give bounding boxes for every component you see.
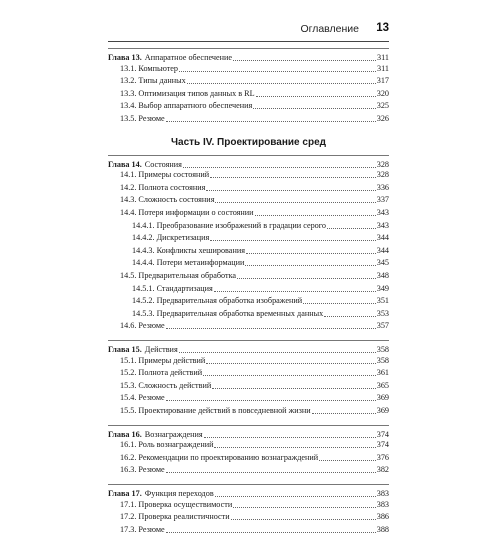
- dot-leader: [303, 303, 376, 304]
- entry-title: 14.4.3. Конфликты хеширования: [132, 245, 245, 255]
- toc-entry-row: [108, 181, 389, 193]
- toc-entry-row: [108, 231, 389, 243]
- entry-page-number: 337: [376, 195, 389, 205]
- running-head-section: Оглавление: [300, 23, 359, 35]
- chapter-title: Действия: [144, 345, 178, 354]
- toc-entry-row: [108, 307, 389, 319]
- entry-page-number: 344: [376, 233, 389, 243]
- entry-page-number: 349: [376, 283, 389, 293]
- dot-leader: [255, 215, 376, 216]
- toc-entry-row: [108, 391, 389, 403]
- entry-title: 14.5.3. Предварительная обработка временных данных: [132, 308, 324, 318]
- entry-title: 15.2. Полнота действий: [120, 368, 203, 378]
- dot-leader: [166, 400, 376, 401]
- entry-title: 16.2. Рекомендации по проектированию вознаграждений: [120, 452, 319, 462]
- dot-leader: [215, 202, 375, 203]
- entry-title: 15.3. Сложность действий: [120, 380, 212, 390]
- entry-page-number: 369: [376, 406, 389, 415]
- entry-page-number: 311: [377, 63, 389, 73]
- entry-page-number: 348: [376, 271, 389, 280]
- dot-leader: [237, 278, 376, 279]
- entry-title: 13.5. Резюме: [120, 114, 165, 123]
- toc-entry-row: [108, 498, 389, 510]
- header-rule: [108, 41, 389, 42]
- dot-leader: [233, 507, 376, 508]
- entry-page-number: 344: [376, 245, 389, 255]
- entry-page-number: 358: [376, 355, 389, 365]
- entry-title: 14.4.1. Преобразование изображений в градации серого: [132, 220, 327, 230]
- entry-page-number: 376: [376, 452, 389, 462]
- entry-title: 16.3. Резюме: [120, 465, 165, 475]
- entry-page-number: 374: [376, 440, 389, 450]
- toc-entry-row: [108, 463, 389, 475]
- chapter-title: Состояния: [144, 159, 182, 169]
- dot-leader: [210, 177, 376, 178]
- entry-page-number: 357: [376, 321, 389, 331]
- entry-title: 17.2. Проверка реалистичности: [120, 512, 230, 522]
- entry-page-number: 358: [376, 345, 389, 354]
- dot-leader: [210, 240, 375, 241]
- entry-title: 13.4. Выбор аппаратного обеспечения: [120, 101, 253, 111]
- entry-page-number: 343: [376, 220, 389, 230]
- entry-title: 15.1. Примеры действий: [120, 355, 206, 365]
- dot-leader: [245, 265, 375, 266]
- dot-leader: [203, 375, 376, 376]
- entry-title: 13.1. Компьютер: [120, 63, 179, 73]
- part-heading: Часть IV. Проектирование сред: [171, 136, 326, 148]
- toc-entry-row: [108, 193, 389, 205]
- toc-entry-row: [108, 354, 389, 366]
- toc-entry-row: [108, 366, 389, 378]
- dot-leader: [166, 532, 376, 533]
- toc-entry-row: [108, 74, 389, 86]
- entry-title: 16.1. Роль вознаграждений: [120, 440, 214, 450]
- entry-page-number: 369: [376, 393, 389, 403]
- entry-page-number: 386: [376, 512, 389, 522]
- dot-leader: [166, 472, 376, 473]
- entry-title: 14.6. Резюме: [120, 321, 165, 331]
- toc-entry-row: [108, 206, 389, 218]
- entry-title: 15.5. Проектирование действий в повседневной жизни: [120, 406, 311, 415]
- toc-entry-row: [108, 523, 389, 535]
- entry-title: 14.4.4. Потери метаинформации: [132, 258, 245, 268]
- toc-entry-row: [108, 87, 389, 99]
- dot-leader: [166, 328, 376, 329]
- entry-title: 17.3. Резюме: [120, 524, 165, 534]
- entry-page-number: 325: [376, 101, 389, 111]
- chapter-label: Глава 16.: [108, 429, 142, 439]
- toc-entry-row: [108, 451, 389, 463]
- entry-title: 13.3. Оптимизация типов данных в RL: [120, 88, 255, 98]
- dot-leader: [206, 363, 375, 364]
- toc-entry-row: [108, 294, 389, 306]
- toc-entry-row: [108, 404, 389, 416]
- toc-entry-row: [108, 438, 389, 450]
- entry-title: 15.4. Резюме: [120, 393, 165, 403]
- entry-page-number: 345: [376, 258, 389, 268]
- entry-title: 13.2. Типы данных: [120, 76, 186, 86]
- chapter-label: Глава 14.: [108, 159, 142, 169]
- chapter-label: Глава 17.: [108, 489, 142, 498]
- entry-page-number: 361: [376, 368, 389, 378]
- toc-entry-row: [108, 244, 389, 256]
- entry-page-number: 343: [376, 208, 389, 217]
- dot-leader: [214, 447, 375, 448]
- toc-entry-row: [108, 62, 389, 74]
- dot-leader: [166, 121, 376, 122]
- entry-page-number: 351: [376, 296, 389, 306]
- entry-title: 14.5. Предварительная обработка: [120, 271, 237, 280]
- dot-leader: [319, 460, 376, 461]
- entry-page-number: 383: [376, 489, 389, 498]
- dot-leader: [179, 71, 376, 72]
- toc-entry-row: [108, 99, 389, 111]
- toc-entry-row: [108, 269, 389, 281]
- chapter-label: Глава 13.: [108, 53, 142, 62]
- entry-title: 14.4. Потеря информации о состоянии: [120, 208, 254, 217]
- dot-leader: [206, 190, 375, 191]
- entry-page-number: 320: [376, 88, 389, 98]
- toc-entry-row: [108, 379, 389, 391]
- entry-title: 14.3. Сложность состояния: [120, 195, 215, 205]
- entry-title: 14.4.2. Дискретизация: [132, 233, 210, 243]
- dot-leader: [312, 413, 376, 414]
- toc-entry-row: [108, 112, 389, 124]
- running-head: [108, 22, 389, 38]
- dot-leader: [246, 253, 376, 254]
- entry-page-number: 328: [376, 170, 389, 180]
- toc-entry-row: [108, 168, 389, 180]
- entry-title: 14.5.1. Стандартизация: [132, 283, 213, 293]
- dot-leader: [231, 519, 376, 520]
- chapter-title: Аппаратное обеспечение: [144, 53, 233, 62]
- entry-page-number: 382: [376, 465, 389, 475]
- dot-leader: [324, 316, 376, 317]
- entry-page-number: 365: [376, 380, 389, 390]
- toc-entry-row: [108, 219, 389, 231]
- entry-page-number: 353: [376, 308, 389, 318]
- toc-entry-row: [108, 256, 389, 268]
- entry-page-number: 326: [376, 114, 389, 123]
- entry-title: 14.5.2. Предварительная обработка изображений: [132, 296, 303, 306]
- dot-leader: [327, 228, 376, 229]
- entry-page-number: 388: [376, 524, 389, 534]
- entry-page-number: 311: [377, 53, 389, 62]
- chapter-title: Вознаграждения: [144, 429, 203, 439]
- entry-page-number: 374: [376, 429, 389, 439]
- entry-page-number: 383: [376, 499, 389, 509]
- entry-title: 14.2. Полнота состояния: [120, 182, 206, 192]
- dot-leader: [253, 108, 375, 109]
- dot-leader: [187, 83, 376, 84]
- dot-leader: [256, 96, 376, 97]
- entry-page-number: 317: [376, 76, 389, 86]
- entry-page-number: 328: [376, 159, 389, 169]
- entry-page-number: 336: [376, 182, 389, 192]
- chapter-title: Функция переходов: [144, 489, 214, 498]
- dot-leader: [212, 388, 376, 389]
- dot-leader: [214, 291, 376, 292]
- entry-title: 17.1. Проверка осуществимости: [120, 499, 233, 509]
- toc-entry-row: [108, 282, 389, 294]
- toc-entry-row: [108, 510, 389, 522]
- entry-title: 14.1. Примеры состояний: [120, 170, 210, 180]
- chapter-label: Глава 15.: [108, 345, 142, 354]
- page-number: 13: [376, 22, 389, 34]
- toc-entry-row: [108, 319, 389, 331]
